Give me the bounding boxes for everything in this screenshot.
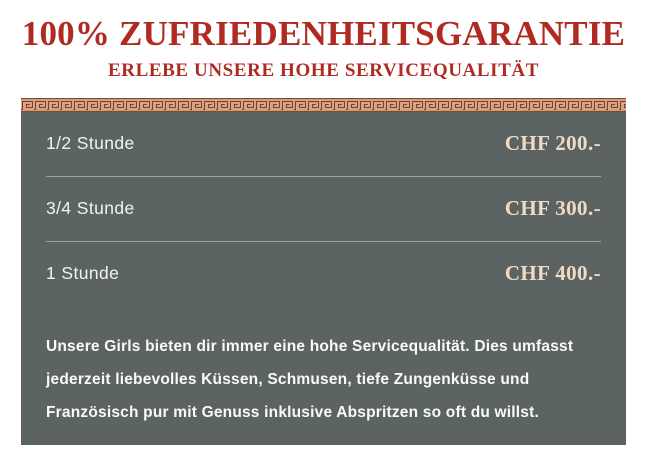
greek-key-border-icon <box>21 98 626 112</box>
duration-label: 3/4 Stunde <box>46 198 135 218</box>
price-row-half-hour <box>46 112 601 177</box>
page-title: 100% ZUFRIEDENHEITSGARANTIE <box>21 14 626 53</box>
price-value: CHF 400.- <box>504 261 601 285</box>
price-value: CHF 300.- <box>504 196 601 220</box>
page-subtitle: ERLEBE UNSERE HOHE SERVICEQUALITÄT <box>108 60 539 81</box>
price-row-threequarter-hour <box>46 177 601 242</box>
pricing-card <box>21 0 626 445</box>
duration-label: 1 Stunde <box>46 263 120 283</box>
header-section <box>21 0 626 82</box>
price-value: CHF 200.- <box>504 131 601 155</box>
price-row-one-hour <box>46 242 601 306</box>
duration-label: 1/2 Stunde <box>46 133 135 153</box>
pricing-panel <box>21 112 626 445</box>
service-description: Unsere Girls bieten dir immer eine hohe Servicequalität. Dies umfasst jederzeit liebevolles Küssen, Schmusen, tiefe Zungenküsse und Französisch pur mit Genuss inklusive Abspritzen so oft du willst. <box>46 338 574 421</box>
